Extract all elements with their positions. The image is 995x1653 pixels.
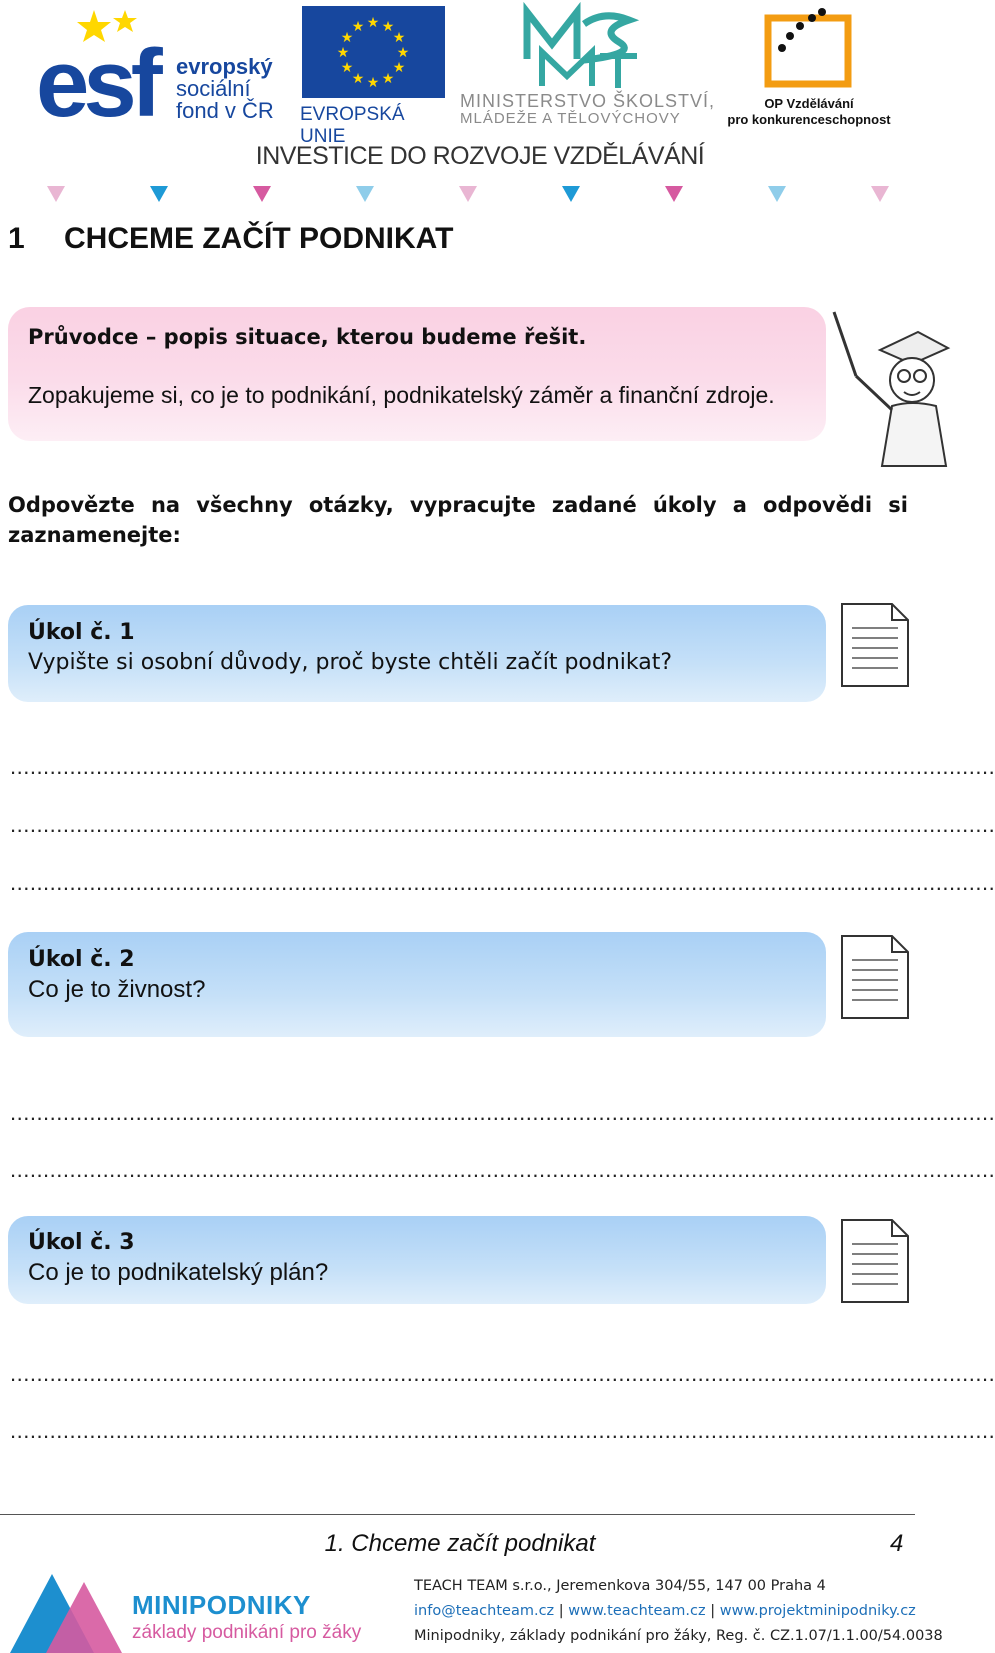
task-title: Úkol č. 2 — [28, 947, 135, 972]
esf-line: evropský — [176, 54, 273, 79]
eu-flag — [302, 6, 445, 98]
brand-subtitle: základy podnikání pro žáky — [132, 1622, 362, 1643]
footer-links — [414, 1603, 916, 1619]
separator: | — [558, 1603, 564, 1619]
op-line: OP Vzdělávání — [764, 96, 854, 111]
op-text — [724, 96, 894, 128]
footer-rule — [0, 1514, 915, 1515]
guide-heading: Průvodce – popis situace, kterou budeme řešit. — [28, 325, 587, 349]
answer-line[interactable]: ..................................................................................................................................................... — [10, 1418, 995, 1443]
eu-star-icon: ★ — [366, 75, 380, 91]
esf-line: fond v ČR — [176, 98, 274, 123]
eu-stars-icon — [302, 6, 445, 98]
eu-star-icon: ★ — [340, 30, 354, 46]
teacher-icon — [832, 310, 960, 470]
footer-chapter: 1. Chceme začít podnikat — [324, 1530, 596, 1557]
email-link[interactable]: info@teachteam.cz — [414, 1603, 555, 1619]
triangle-mark — [768, 186, 786, 202]
answer-line[interactable]: ..................................................................................................................................................... — [10, 1361, 995, 1386]
triangle-mark — [562, 186, 580, 202]
eu-star-icon: ★ — [351, 19, 365, 36]
eu-star-icon: ★ — [340, 60, 354, 76]
op-logo — [760, 4, 856, 92]
triangle-mark — [253, 186, 271, 202]
eu-star-icon: ★ — [336, 45, 350, 61]
eu-label: EVROPSKÁ UNIE — [300, 104, 405, 147]
esf-mark: esf — [36, 30, 157, 137]
triangle-divider — [40, 186, 900, 202]
separator: | — [710, 1603, 716, 1619]
instructions: Odpovězte na všechny otázky, vypracujte zadané úkoly a odpovědi si zaznamenejte: — [8, 493, 908, 547]
guide-body: Zopakujeme si, co je to podnikání, podnikatelský záměr a finanční zdroje. — [28, 382, 775, 408]
task-title: Úkol č. 3 — [28, 1230, 135, 1255]
document-icon — [840, 598, 910, 688]
esf-text — [176, 56, 274, 122]
esf-logo — [36, 8, 286, 137]
msmt-logo — [522, 4, 642, 92]
page-number: 4 — [890, 1530, 904, 1557]
triangle-mark — [47, 186, 65, 202]
investice-heading: INVESTICE DO ROZVOJE VZDĚLÁVÁNÍ — [255, 142, 705, 170]
minipodniky-logo-icon — [10, 1572, 130, 1653]
answer-line[interactable]: ..................................................................................................................................................... — [10, 754, 995, 779]
footer-address: TEACH TEAM s.r.o., Jeremenkova 304/55, 147 00 Praha 4 — [414, 1578, 826, 1594]
document-icon — [840, 930, 910, 1020]
eu-star-icon: ★ — [392, 60, 406, 76]
triangle-mark — [665, 186, 683, 202]
eu-star-icon: ★ — [396, 45, 410, 61]
web-link[interactable]: www.projektminipodniky.cz — [719, 1603, 916, 1619]
footer-reg: Minipodniky, základy podnikání pro žáky, Reg. č. CZ.1.07/1.1.00/54.0038 — [414, 1628, 943, 1644]
eu-star-icon: ★ — [392, 30, 406, 46]
task-question: Vypište si osobní důvody, proč byste chtěli začít podnikat? — [28, 650, 673, 675]
eu-star-icon: ★ — [381, 70, 395, 87]
eu-star-icon: ★ — [351, 70, 365, 87]
answer-line[interactable]: ..................................................................................................................................................... — [10, 1157, 995, 1182]
chapter-number: 1 — [8, 222, 25, 255]
task-question: Co je to podnikatelský plán? — [28, 1259, 329, 1286]
msmt-text — [460, 92, 720, 128]
brand-name: MINIPODNIKY — [132, 1590, 311, 1620]
answer-line[interactable]: ..................................................................................................................................................... — [10, 812, 995, 837]
triangle-mark — [459, 186, 477, 202]
eu-star-icon: ★ — [366, 15, 380, 31]
triangle-mark — [150, 186, 168, 202]
answer-line[interactable]: ..................................................................................................................................................... — [10, 870, 995, 895]
esf-line: sociální — [176, 76, 251, 101]
op-mark-icon — [760, 4, 856, 92]
triangle-mark — [871, 186, 889, 202]
answer-line[interactable]: ..................................................................................................................................................... — [10, 1100, 995, 1125]
task-title: Úkol č. 1 — [28, 620, 135, 645]
msmt-line: MLÁDEŽE A TĚLOVÝCHOVY — [460, 110, 681, 127]
chapter-title: CHCEME ZAČÍT PODNIKAT — [64, 222, 454, 255]
task-question: Co je to živnost? — [28, 976, 206, 1003]
op-line: pro konkurenceschopnost — [727, 112, 891, 127]
web-link[interactable]: www.teachteam.cz — [568, 1603, 706, 1619]
msmt-line: MINISTERSTVO ŠKOLSTVÍ, — [460, 91, 716, 111]
eu-star-icon: ★ — [381, 19, 395, 36]
document-icon — [840, 1214, 910, 1304]
msmt-mark-icon — [522, 4, 642, 92]
triangle-mark — [356, 186, 374, 202]
